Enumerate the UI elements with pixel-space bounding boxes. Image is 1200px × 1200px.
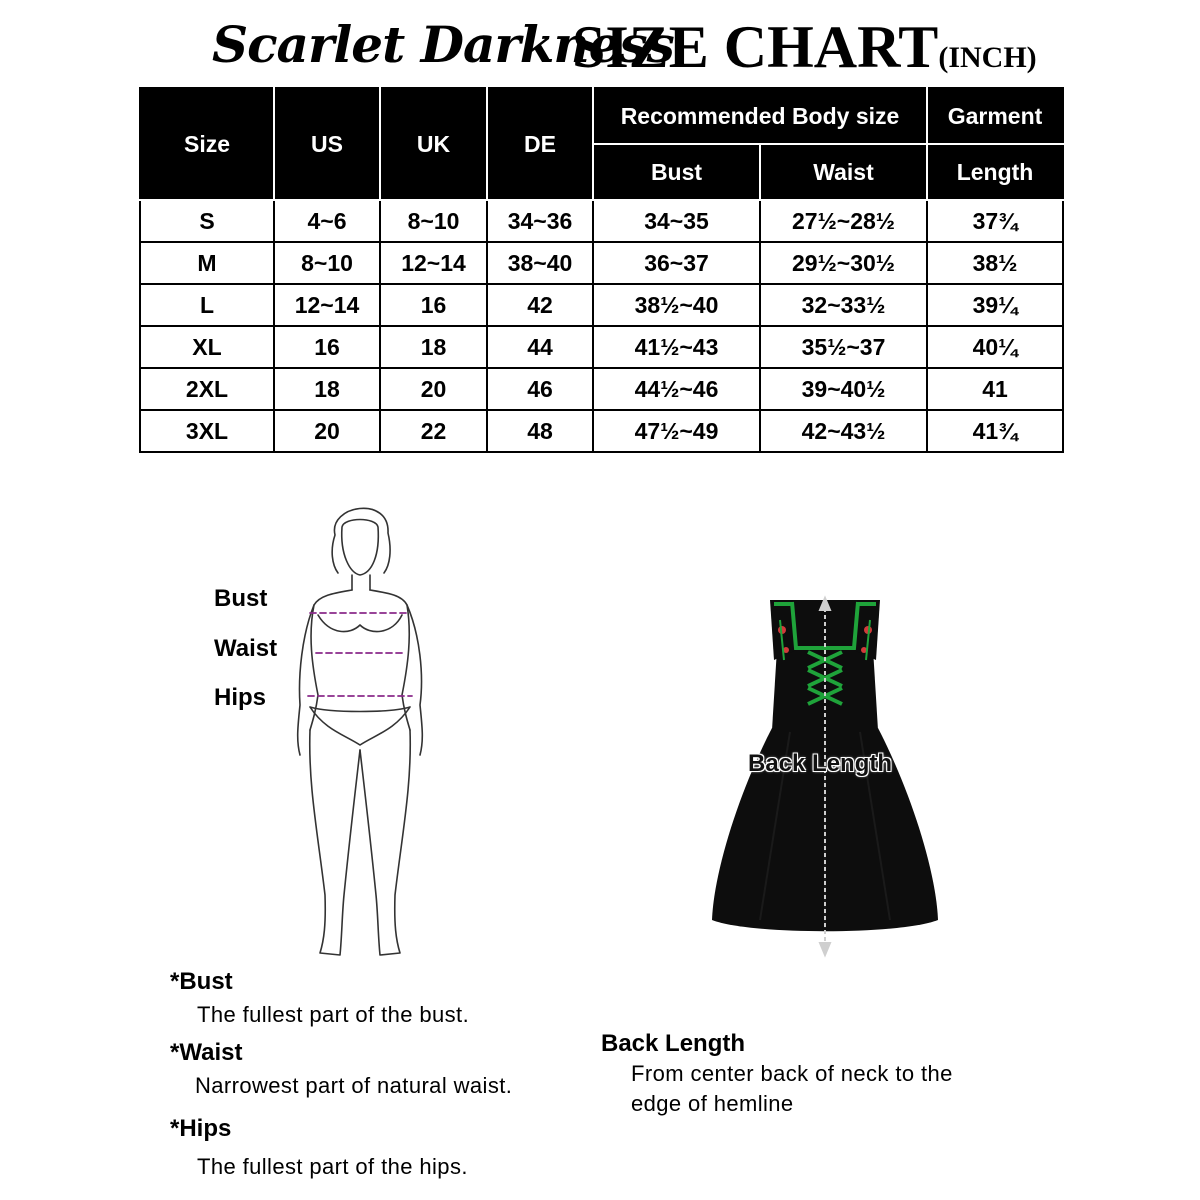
cell-us: 20 [274, 410, 380, 452]
def-hips-title: *Hips [170, 1115, 232, 1142]
header-bust: Bust [593, 144, 760, 200]
label-bust: Bust [214, 585, 268, 612]
header-us: US [274, 88, 380, 200]
cell-waist: 27½~28½ [760, 200, 927, 242]
page-title [572, 12, 1037, 82]
cell-size: 3XL [140, 410, 274, 452]
cell-uk: 18 [380, 326, 487, 368]
header-length: Length [927, 144, 1063, 200]
cell-length: 38½ [927, 242, 1063, 284]
table-row [140, 326, 1063, 368]
cell-size: M [140, 242, 274, 284]
header-body-size: Recommended Body size [593, 88, 927, 144]
def-hips-text: The fullest part of the hips. [197, 1154, 468, 1179]
cell-bust: 38½~40 [593, 284, 760, 326]
cell-waist: 42~43½ [760, 410, 927, 452]
cell-length: 39¼ [927, 284, 1063, 326]
cell-bust: 47½~49 [593, 410, 760, 452]
cell-us: 8~10 [274, 242, 380, 284]
cell-de: 38~40 [487, 242, 593, 284]
def-back-length-text-2: edge of hemline [631, 1091, 794, 1116]
cell-length: 41¾ [927, 410, 1063, 452]
cell-size: XL [140, 326, 274, 368]
header-garment: Garment [927, 88, 1063, 144]
cell-bust: 41½~43 [593, 326, 760, 368]
cell-uk: 16 [380, 284, 487, 326]
cell-bust: 34~35 [593, 200, 760, 242]
cell-uk: 20 [380, 368, 487, 410]
def-back-length-title: Back Length [601, 1030, 746, 1057]
header-de: DE [487, 88, 593, 200]
header-waist: Waist [760, 144, 927, 200]
cell-length: 37¾ [927, 200, 1063, 242]
def-waist-text: Narrowest part of natural waist. [195, 1073, 513, 1098]
table-row [140, 242, 1063, 284]
cell-us: 12~14 [274, 284, 380, 326]
table-row [140, 284, 1063, 326]
header-size: Size [140, 88, 274, 200]
def-waist-title: *Waist [170, 1039, 243, 1066]
title-unit: (INCH) [938, 41, 1037, 74]
cell-bust: 44½~46 [593, 368, 760, 410]
label-back-length: Back Length [748, 750, 893, 777]
cell-waist: 29½~30½ [760, 242, 927, 284]
cell-us: 4~6 [274, 200, 380, 242]
cell-waist: 39~40½ [760, 368, 927, 410]
table-row [140, 200, 1063, 242]
cell-de: 48 [487, 410, 593, 452]
cell-length: 40¼ [927, 326, 1063, 368]
cell-waist: 35½~37 [760, 326, 927, 368]
cell-uk: 12~14 [380, 242, 487, 284]
cell-de: 44 [487, 326, 593, 368]
cell-de: 42 [487, 284, 593, 326]
cell-us: 16 [274, 326, 380, 368]
brand-logo: Scarlet Darkness [212, 15, 674, 74]
label-hips: Hips [214, 684, 267, 711]
label-waist: Waist [214, 635, 278, 662]
cell-size: 2XL [140, 368, 274, 410]
cell-waist: 32~33½ [760, 284, 927, 326]
cell-uk: 8~10 [380, 200, 487, 242]
body-outline-figure [280, 495, 440, 965]
def-bust-title: *Bust [170, 968, 233, 995]
table-row [140, 368, 1063, 410]
cell-de: 46 [487, 368, 593, 410]
cell-size: L [140, 284, 274, 326]
table-row [140, 410, 1063, 452]
cell-bust: 36~37 [593, 242, 760, 284]
cell-us: 18 [274, 368, 380, 410]
def-back-length-text-1: From center back of neck to the [631, 1061, 953, 1086]
cell-size: S [140, 200, 274, 242]
title-text: SIZE CHART [572, 14, 939, 80]
cell-uk: 22 [380, 410, 487, 452]
header-uk: UK [380, 88, 487, 200]
cell-length: 41 [927, 368, 1063, 410]
cell-de: 34~36 [487, 200, 593, 242]
def-bust-text: The fullest part of the bust. [197, 1002, 470, 1027]
size-table [139, 87, 1064, 453]
